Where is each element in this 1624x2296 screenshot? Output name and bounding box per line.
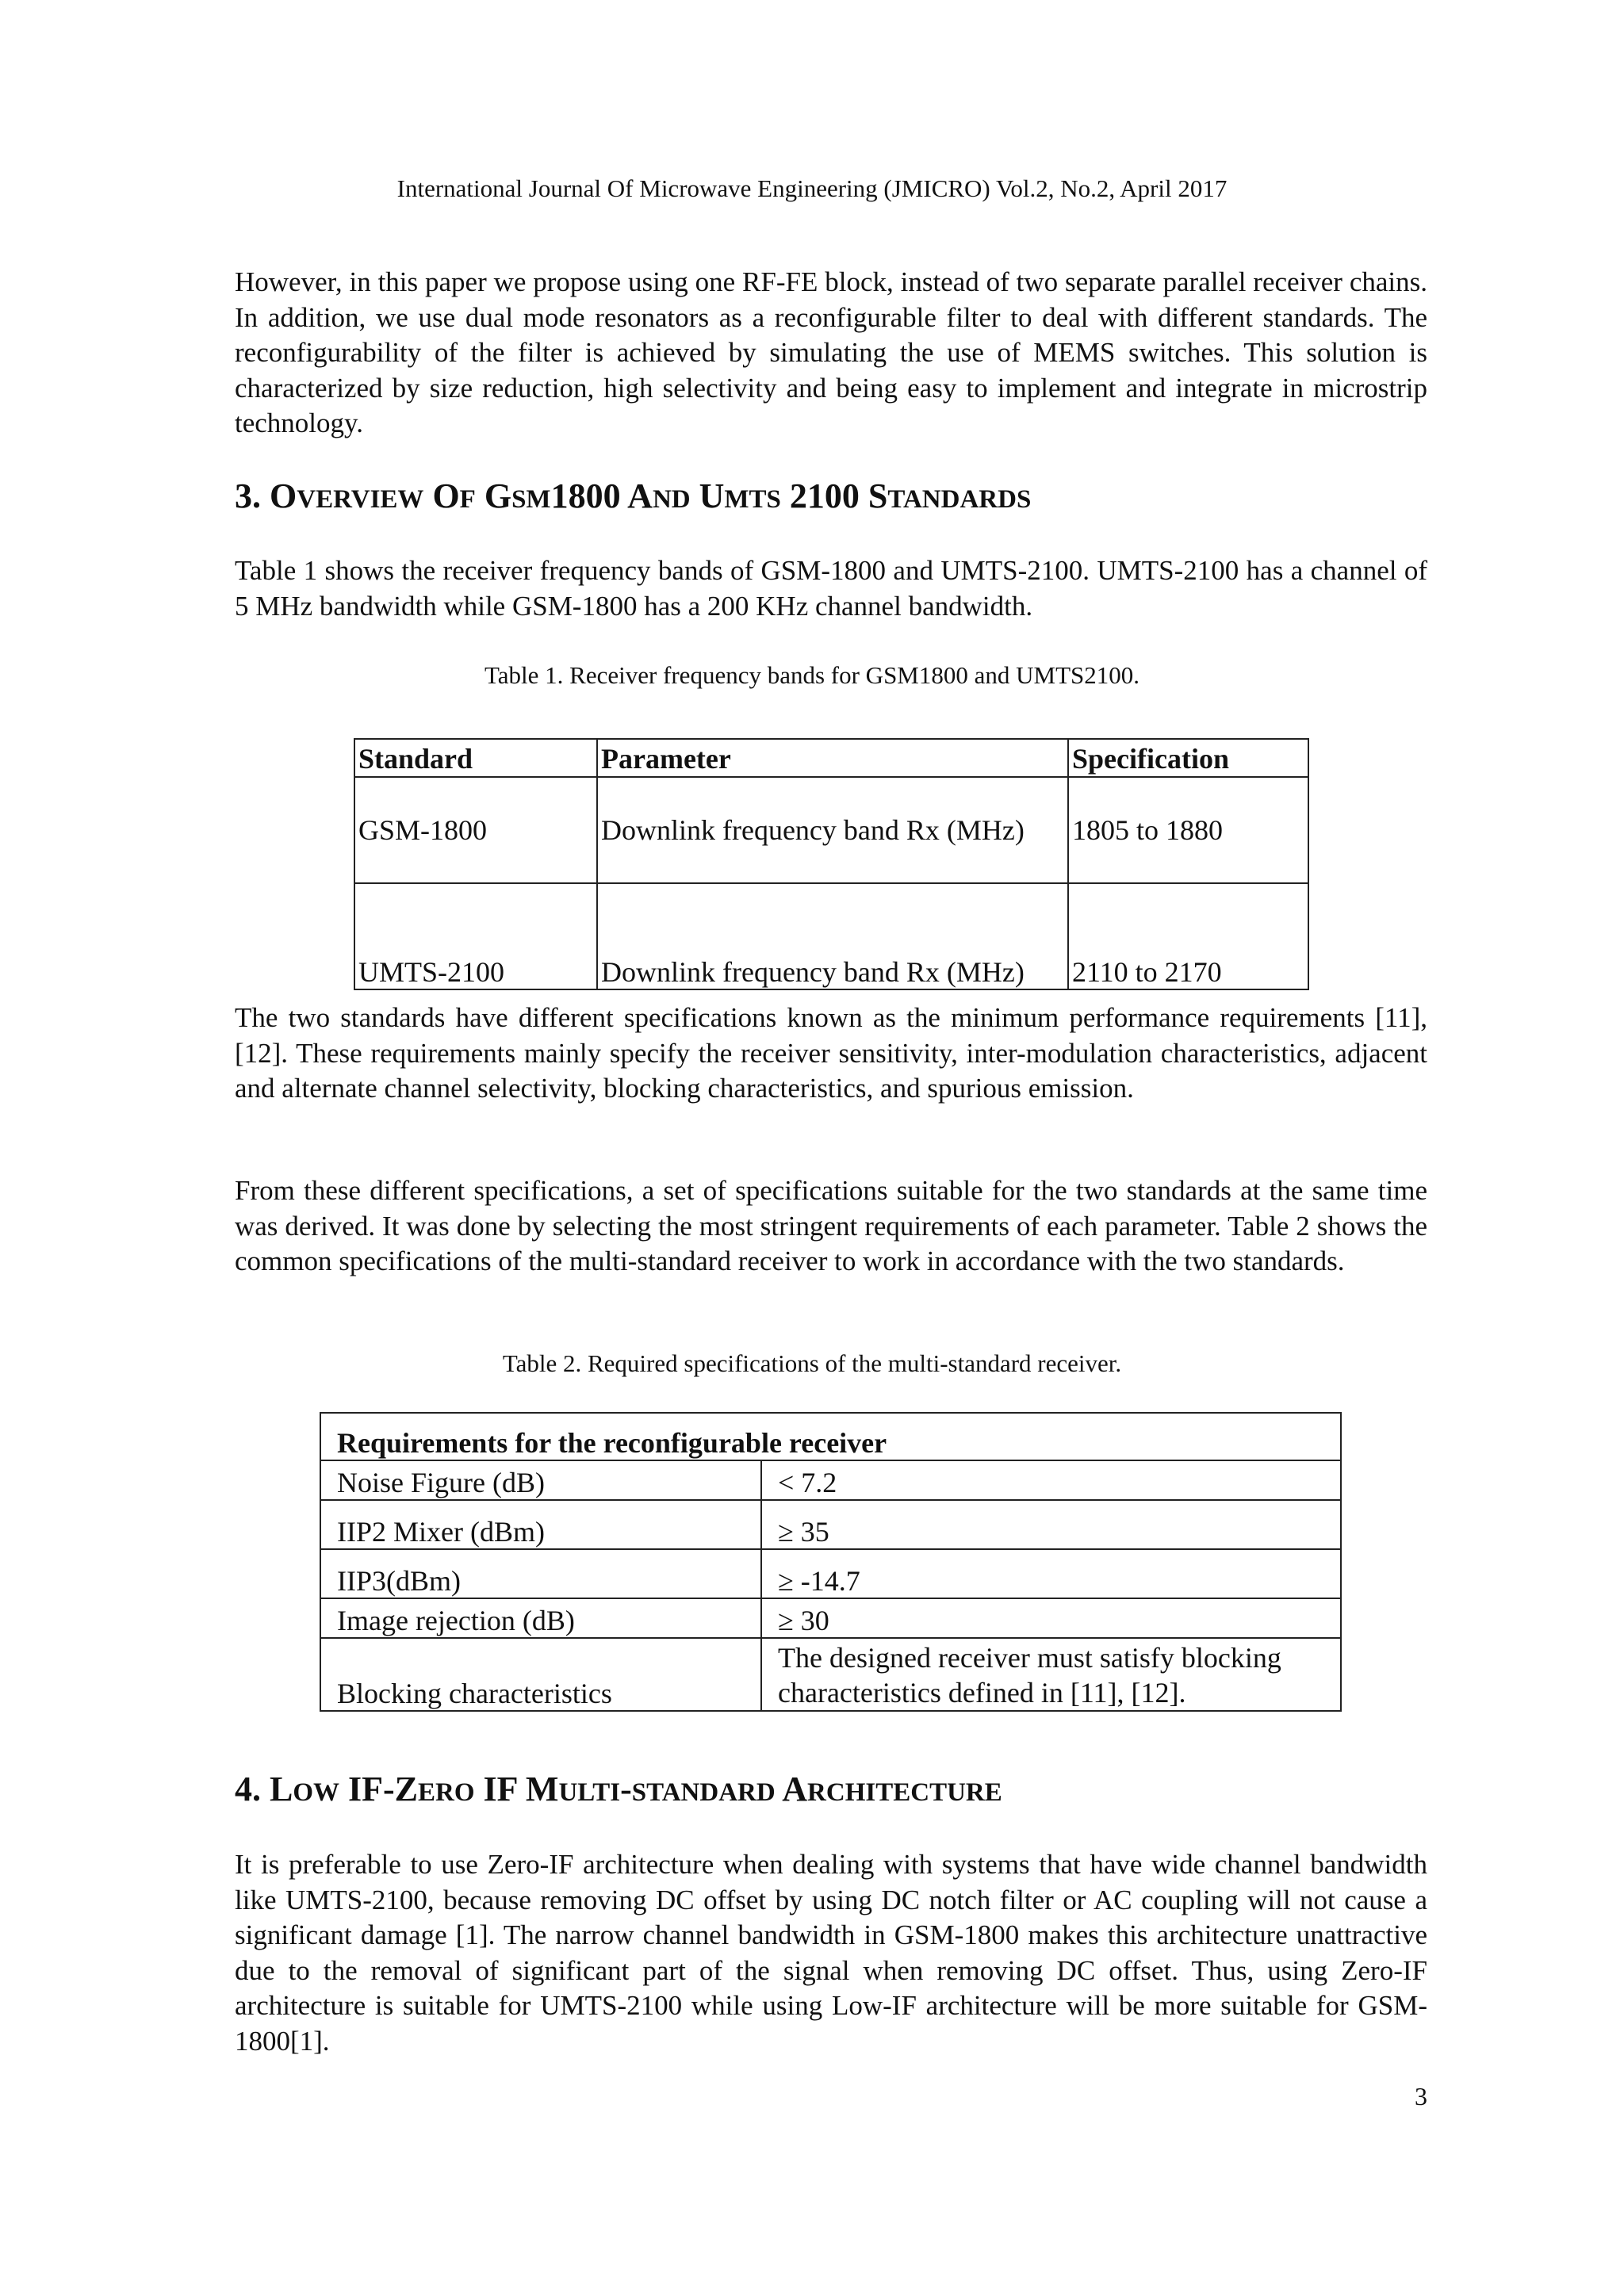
heading-cap: G	[484, 476, 512, 515]
heading-smallcaps: RCHITECTURE	[807, 1778, 1002, 1807]
table-2-caption: Table 2. Required specifications of the multi-standard receiver.	[502, 1349, 1122, 1377]
table-row	[320, 1460, 1341, 1500]
heading-cap: S	[868, 476, 888, 515]
heading-smallcaps: OW	[293, 1778, 340, 1807]
heading-smallcaps: STANDARD	[631, 1778, 776, 1807]
heading-hyphen: -	[620, 1770, 632, 1808]
table-cell: UMTS-2100	[354, 883, 597, 989]
heading-cap: O	[432, 476, 460, 515]
table-cell: Noise Figure (dB)	[320, 1460, 761, 1500]
heading-smallcaps: ERO	[418, 1778, 475, 1807]
table-cell: IIP2 Mixer (dBm)	[320, 1500, 761, 1549]
heading-number-text: 1800	[550, 476, 621, 515]
heading-smallcaps: MTS	[724, 485, 781, 514]
heading-smallcaps: TANDARDS	[887, 485, 1032, 514]
section-4-paragraph-1: It is preferable to use Zero-IF architecture when dealing with systems that have wide channel bandwidth like UMTS-2100, because removing DC offset by using DC notch filter or AC coupling will not cause a significant damage [1]. The narrow channel bandwidth in GSM-1800 makes this architecture unattractive due to the removal of significant part of the signal when removing DC offset. Thus, using Zero-IF architecture is suitable for UMTS-2100 while using Low-IF architecture will be more suitable for GSM-1800[1].	[235, 1849, 1427, 2057]
table-2	[320, 1412, 1342, 1712]
section-4-heading	[235, 1767, 1427, 1815]
section-3-paragraph-2: The two standards have different specifications known as the minimum performance requirements [11], [12]. These requirements mainly specify the receiver sensitivity, inter-modulation characteristics, adjacent and alternate channel selectivity, blocking characteristics, and spurious emission.	[235, 1002, 1427, 1104]
table-header-cell: Parameter	[597, 739, 1068, 777]
table-row	[354, 777, 1308, 883]
heading-number-text: 2100	[789, 476, 860, 515]
section-3-heading	[235, 474, 1427, 522]
table-cell: The designed receiver must satisfy blocking characteristics defined in [11], [12].	[761, 1638, 1341, 1711]
table-header-row	[354, 739, 1308, 777]
table-cell: ≥ 35	[761, 1500, 1341, 1549]
table-cell: GSM-1800	[354, 777, 597, 883]
table-cell: Downlink frequency band Rx (MHz)	[597, 883, 1068, 989]
table-header-cell: Specification	[1068, 739, 1308, 777]
table-cell: Blocking characteristics	[320, 1638, 761, 1711]
table-1-caption: Table 1. Receiver frequency bands for GSM1800 and UMTS2100.	[484, 661, 1140, 689]
heading-cap: U	[699, 476, 725, 515]
page-number: 3	[1415, 2082, 1427, 2110]
section-number: 4.	[235, 1770, 261, 1808]
table-cell: 2110 to 2170	[1068, 883, 1308, 989]
table-header-cell: Requirements for the reconfigurable receiver	[320, 1413, 1341, 1460]
table-cell: Image rejection (dB)	[320, 1598, 761, 1638]
table-cell: ≥ 30	[761, 1598, 1341, 1638]
heading-smallcaps: VERVIEW	[297, 485, 424, 514]
heading-smallcaps: SM	[511, 485, 551, 514]
section-number: 3.	[235, 476, 261, 515]
table-row	[320, 1500, 1341, 1549]
heading-cap: M	[525, 1770, 559, 1808]
table-cell: < 7.2	[761, 1460, 1341, 1500]
section-3-paragraph-3: From these different specifications, a set of specifications suitable for the two standards at the same time was derived. It was done by selecting the most stringent requirements of each parameter. Table 2 shows the common specifications of the multi-standard receiver to work in accordance with the two standards.	[235, 1175, 1427, 1276]
heading-cap: L	[270, 1770, 293, 1808]
heading-smallcaps: F	[459, 485, 476, 514]
heading-smallcaps: ND	[652, 485, 691, 514]
table-row	[354, 883, 1308, 989]
table-cell: Downlink frequency band Rx (MHz)	[597, 777, 1068, 883]
table-header-cell: Standard	[354, 739, 597, 777]
heading-cap: IF-Z	[348, 1770, 419, 1808]
table-row	[320, 1598, 1341, 1638]
table-row	[320, 1638, 1341, 1711]
running-header: International Journal Of Microwave Engineering (JMICRO) Vol.2, No.2, April 2017	[396, 174, 1228, 202]
table-cell: IIP3(dBm)	[320, 1549, 761, 1598]
table-1	[354, 738, 1309, 990]
heading-cap: A	[782, 1770, 808, 1808]
table-cell: ≥ -14.7	[761, 1549, 1341, 1598]
heading-smallcaps: ULTI	[558, 1778, 621, 1807]
section-3-paragraph-1: Table 1 shows the receiver frequency bands of GSM-1800 and UMTS-2100. UMTS-2100 has a channel of 5 MHz bandwidth while GSM-1800 has a 200 KHz channel bandwidth.	[235, 555, 1427, 622]
heading-cap: O	[270, 476, 297, 515]
heading-cap: A	[627, 476, 653, 515]
table-row	[320, 1549, 1341, 1598]
heading-cap: IF	[483, 1770, 517, 1808]
table-header-row	[320, 1413, 1341, 1460]
intro-paragraph: However, in this paper we propose using one RF-FE block, instead of two separate parallel receiver chains. In addition, we use dual mode resonators as a reconfigurable filter to deal with different standards. The reconfigurability of the filter is achieved by simulating the use of MEMS switches. This solution is characterized by size reduction, high selectivity and being easy to implement and integrate in microstrip technology.	[235, 266, 1427, 438]
table-cell: 1805 to 1880	[1068, 777, 1308, 883]
